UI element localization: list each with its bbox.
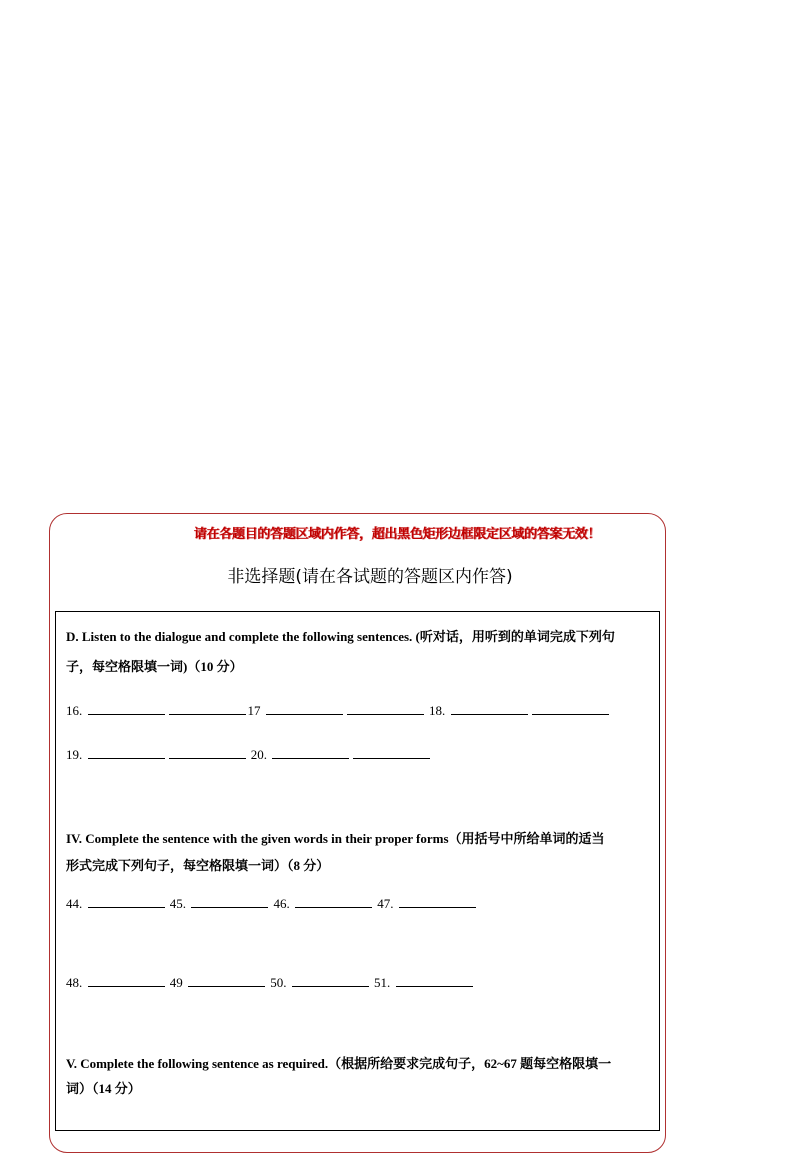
section-d-instruction-1: D. Listen to the dialogue and complete the following sentences. (听对话，用听到的单词完成下列句 <box>66 629 615 644</box>
answer-row-44-47 <box>66 895 478 912</box>
answer-blank[interactable] <box>191 895 268 908</box>
answer-blank[interactable] <box>88 702 165 715</box>
answer-blank[interactable] <box>451 702 528 715</box>
answer-blank[interactable] <box>353 746 430 759</box>
answer-blank[interactable] <box>292 974 369 987</box>
section-d-instruction-2: 子，每空格限填一词)（10 分） <box>66 659 243 674</box>
answer-blank[interactable] <box>347 702 424 715</box>
question-number: 46. <box>273 896 290 911</box>
answer-blank[interactable] <box>188 974 265 987</box>
answer-blank[interactable] <box>88 895 165 908</box>
section-v-instruction-1: V. Complete the following sentence as required.（根据所给要求完成句子，62~67 题每空格限填一 <box>66 1056 612 1071</box>
answer-row-48-51 <box>66 974 475 991</box>
answer-blank[interactable] <box>88 746 165 759</box>
answer-blank[interactable] <box>532 702 609 715</box>
answer-blank[interactable] <box>266 702 343 715</box>
question-number: 49 <box>169 975 183 990</box>
warning-text: 请在各题目的答题区域内作答，超出黑色矩形边框限定区域的答案无效！ <box>193 526 601 541</box>
section-iv-instruction-1: IV. Complete the sentence with the given words in their proper forms（用括号中所给单词的适当 <box>66 831 605 846</box>
question-number: 47. <box>377 896 394 911</box>
question-number: 45. <box>169 896 186 911</box>
question-number: 48. <box>66 975 83 990</box>
answer-blank[interactable] <box>88 974 165 987</box>
answer-blank[interactable] <box>169 746 246 759</box>
answer-blank[interactable] <box>396 974 473 987</box>
question-number: 51. <box>374 975 391 990</box>
question-number: 50. <box>270 975 287 990</box>
section-iv-instruction-2: 形式完成下列句子，每空格限填一词）（8 分） <box>66 858 330 873</box>
question-number: 18. <box>429 703 446 718</box>
section-title: 非选择题(请在各试题的答题区内作答) <box>227 567 513 587</box>
question-number: 16. <box>66 703 83 718</box>
question-number: 19. <box>66 747 83 762</box>
question-number: 44. <box>66 896 83 911</box>
question-number: 17 <box>247 703 261 718</box>
answer-row-19-20 <box>66 746 432 763</box>
answer-row-16-18 <box>66 702 611 719</box>
question-number: 20. <box>250 747 267 762</box>
answer-blank[interactable] <box>295 895 372 908</box>
answer-blank[interactable] <box>272 746 349 759</box>
answer-blank[interactable] <box>399 895 476 908</box>
answer-blank[interactable] <box>169 702 246 715</box>
section-v-instruction-2: 词）（14 分） <box>66 1081 141 1096</box>
